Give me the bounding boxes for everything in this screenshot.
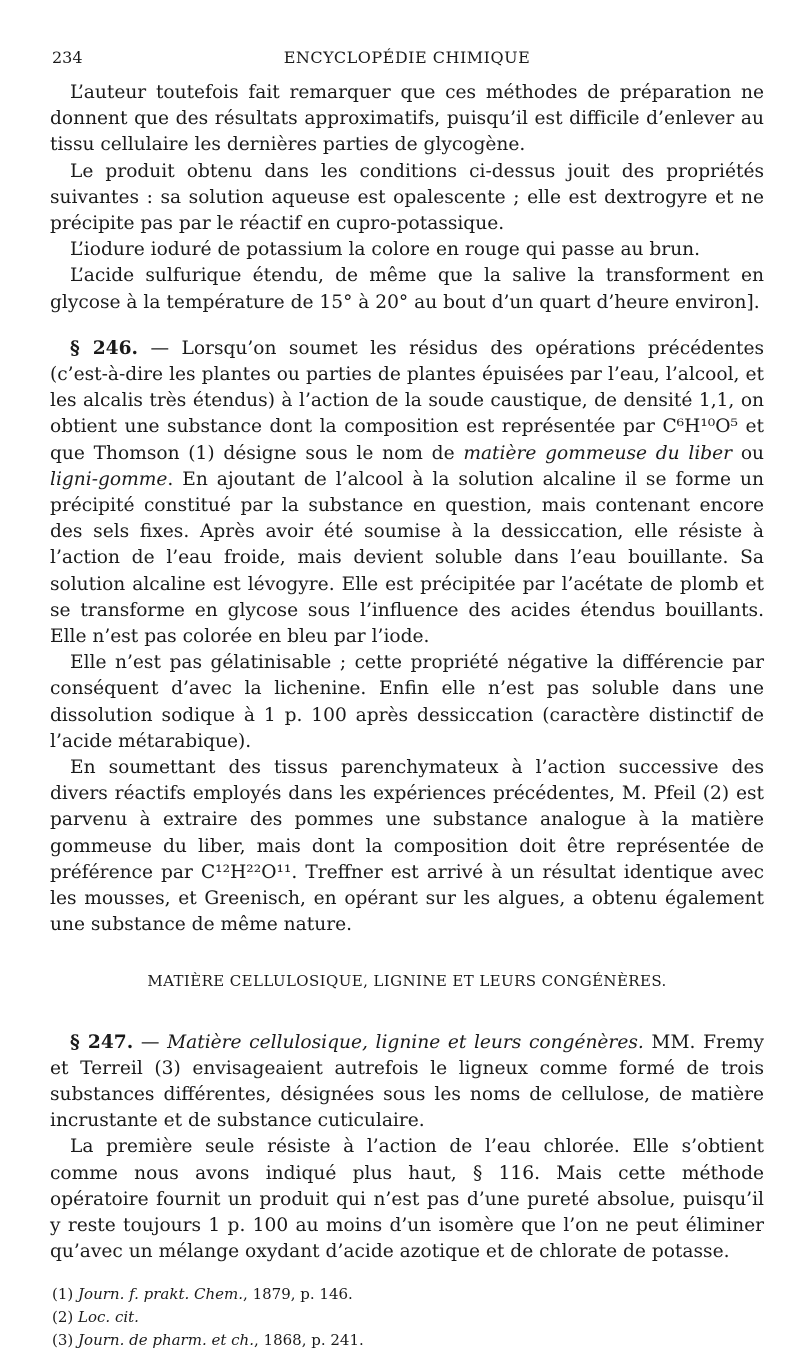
formula-c12h22o11: C¹²H²²O¹¹: [200, 861, 292, 883]
text-run: ou: [732, 442, 764, 464]
footnote: [52, 1283, 764, 1306]
text-run: . Treffner est arrivé à un résultat identique avec les mousses, et Greenisch, en opérant sur les algues, a obtenu également une substance de même nature.: [50, 861, 764, 936]
text-run: — Lorsqu’on soumet les résidus des opérations précédentes (c’est-à-dire les plantes ou parties de plantes épuisées par l’eau, l’alcool, et les alcalis très étendus) à l’action de la soude caustique, de densité 1,1, on obtient une substance dont la composition est représentée par: [50, 337, 765, 438]
text-run: —: [133, 1031, 168, 1053]
footnote-mark: (3): [52, 1331, 74, 1350]
section-246-paragraph-3: [50, 755, 764, 938]
footnote-source: Loc. cit.: [78, 1308, 139, 1327]
section-246-number: § 246.: [70, 337, 139, 359]
running-title: ENCYCLOPÉDIE CHIMIQUE: [283, 48, 531, 67]
footnote-source: Journ. f. prakt. Chem.: [78, 1285, 244, 1304]
formula-c6h10o5: C⁶H¹⁰O⁵: [662, 416, 738, 438]
text-run: . En ajoutant de l’alcool à la solution alcaline il se forme un précipité constitué par la substance en question, mais contenant encore des sels fixes. Après avoir été soumise à la dessiccation, elle résiste à l’action de l’eau froide, mais devient soluble dans l’eau bouillante. Sa solution alcaline est lévogyre. Elle est précipitée par l’acétate de plomb et se transforme en glycose sous l’influence des acides étendus bouillants. Elle n’est pas colorée en bleu par l’iode.: [50, 468, 764, 648]
footnote: [52, 1306, 764, 1329]
footnote-detail: , 1868, p. 241.: [254, 1331, 364, 1350]
paragraph-2: Le produit obtenu dans les conditions ci-dessus jouit des propriétés suivantes : sa solution aqueuse est opalescente ; elle est dextrogyre et ne précipite pas par le réactif en cupro-potassique.: [50, 160, 764, 235]
text-run: MM. Fremy et Terreil (3) envisageaient autrefois le ligneux comme formé de trois substances différentes, désignées sous les noms de cellulose, de matière incrustante et de substance cuticulaire.: [50, 1031, 764, 1132]
page-number: 234: [52, 48, 83, 67]
paragraph-1: L’auteur toutefois fait remarquer que ces méthodes de préparation ne donnent que des résultats approximatifs, puisqu’il est difficile d’enlever au tissu cellulaire les dernières parties de glycogène.: [50, 82, 764, 156]
italic-term: ligni-gomme: [50, 468, 168, 490]
italic-title: Matière cellulosique, lignine et leurs congénères.: [167, 1031, 644, 1053]
footnote-detail: , 1879, p. 146.: [243, 1285, 353, 1304]
text-run: En soumettant des tissus parenchymateux à l’action successive des divers réactifs employés dans les expériences précédentes, M. Pfeil (2) est parvenu à extraire des pommes une substance analogue à la matière gommeuse du liber, mais dont la composition doit être représentée de préférence par: [50, 757, 764, 883]
section-247-paragraph-2: La première seule résiste à l’action de l’eau chlorée. Elle s’obtient comme nous avons indiqué plus haut, § 116. Mais cette méthode opératoire fournit un produit qui n’est pas d’une pureté absolue, puisqu’il y reste toujours 1 p. 100 au moins d’un isomère que l’on ne peut éliminer qu’avec un mélange oxydant d’acide azotique et de chlorate de potasse.: [50, 1136, 764, 1263]
footnote-source: Journ. de pharm. et ch.: [78, 1331, 254, 1350]
paragraph-4: L’acide sulfurique étendu, de même que la salive la transforment en glycose à la température de 15° à 20° au bout d’un quart d’heure environ].: [50, 265, 764, 313]
section-246-paragraph-2: Elle n’est pas gélatinisable ; cette propriété négative la différencie par conséquent d’avec la lichenine. Enfin elle n’est pas soluble dans une dissolution sodique à 1 p. 100 après dessiccation (caractère distinctif de l’acide métarabique).: [50, 652, 764, 752]
italic-term: matière gommeuse du liber: [463, 442, 733, 464]
footnote-mark: (1): [52, 1285, 74, 1304]
page-header: [50, 40, 764, 80]
section-247-paragraph: [50, 1030, 764, 1135]
footnotes: [50, 1283, 764, 1352]
section-247-number: § 247.: [70, 1031, 134, 1053]
text-run: et que Thomson (1) désigne sous le nom de: [50, 416, 764, 464]
paragraph-3: L’iodure ioduré de potassium la colore en rouge qui passe au brun.: [70, 239, 701, 261]
section-246-paragraph: [50, 336, 764, 650]
footnote: [52, 1329, 764, 1352]
section-heading: MATIÈRE CELLULOSIQUE, LIGNINE ET LEURS CONGÉNÈRES.: [147, 971, 667, 990]
footnote-mark: (2): [52, 1308, 74, 1327]
